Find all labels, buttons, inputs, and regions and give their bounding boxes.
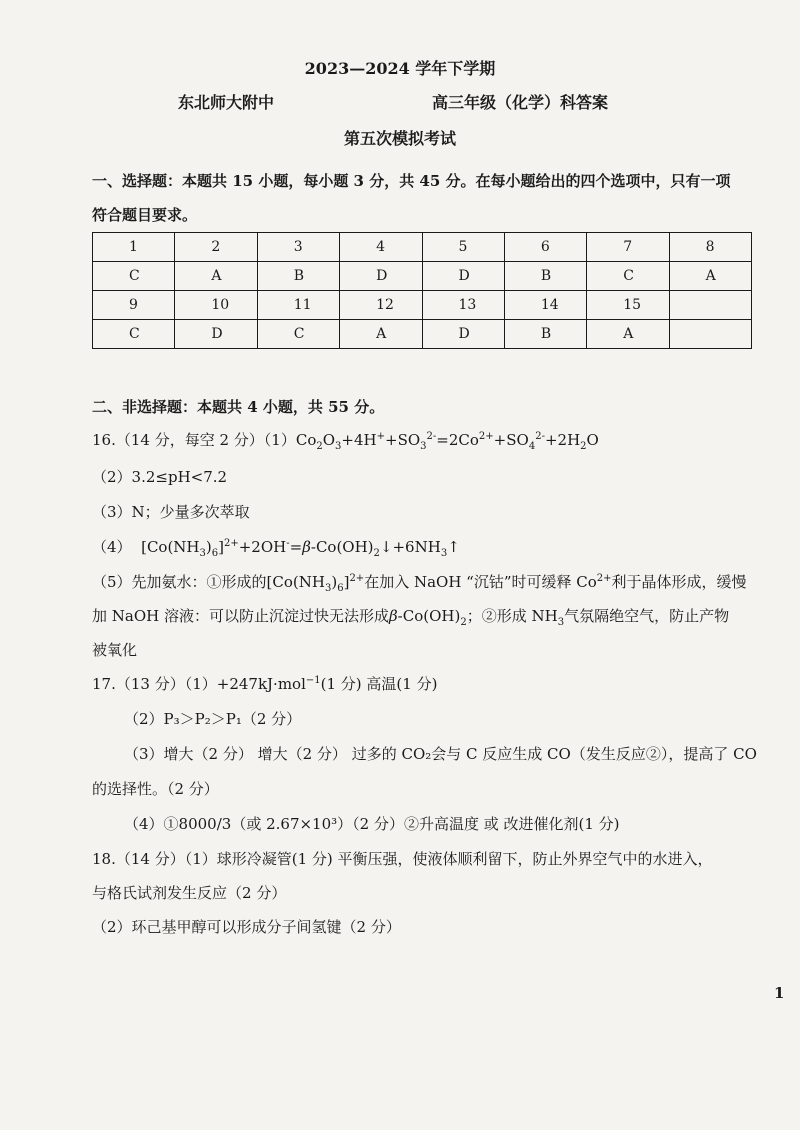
q16-equation: $Co_2O_3+4H^++SO_3^{2-}=2Co^{2+}+SO_4^{2-}+2H_2O$ — [295, 431, 599, 452]
table-cell: C — [93, 262, 175, 291]
table-row — [93, 320, 752, 349]
q17-part3-line2: 的选择性。（2 分） — [92, 780, 219, 798]
table-cell: C — [587, 262, 669, 291]
school-name: 东北师大附中 — [178, 93, 275, 112]
course-title: 高三年级（化学）科答案 — [432, 93, 609, 112]
q18-line2: 与格氏试剂发生反应（2 分） — [92, 884, 287, 902]
table-row — [93, 262, 752, 291]
q18-part2: （2）环己基甲醇可以形成分子间氢键（2 分） — [92, 918, 401, 936]
q16-part5-line2: 加 NaOH 溶液：可以防止沉淀过快无法形成$\beta-Co(OH)_2$；②形成 $NH_3$气氛隔绝空气，防止产物 — [92, 607, 730, 628]
table-row — [93, 233, 752, 262]
table-cell: A — [669, 262, 751, 291]
table-cell: D — [422, 262, 504, 291]
table-cell: C — [257, 320, 339, 349]
q16-part4-equation: $[Co(NH_3)_6]^{2+}+2OH^-=\beta-Co(OH)_2↓+6NH_3↑$ — [141, 538, 460, 559]
table-cell: D — [175, 320, 257, 349]
table-cell: 6 — [504, 233, 586, 262]
table-cell: 1 — [93, 233, 175, 262]
table-cell — [669, 320, 751, 349]
q16-part4: （4） $[Co(NH_3)_6]^{2+}+2OH^-=\beta-Co(OH)_2↓+6NH_3↑$ — [92, 538, 460, 559]
table-cell: 14 — [504, 291, 586, 320]
table-cell: 13 — [422, 291, 504, 320]
table-cell: B — [504, 320, 586, 349]
table-cell: D — [340, 262, 422, 291]
q16-part5-line3: 被氧化 — [92, 641, 138, 659]
table-cell: A — [587, 320, 669, 349]
table-cell: 7 — [587, 233, 669, 262]
q16-part5-line1: （5）先加氨水：①形成的$[Co(NH_3)_6]^{2+}$在加入 NaOH “沉钴”时可缓释 $Co^{2+}$利于晶体形成，缓慢 — [92, 573, 747, 594]
q17-part4: （4）①8000/3（或 2.67×10³）（2 分）②升高温度 或 改进催化剂(1 分) — [124, 815, 620, 833]
table-cell: D — [422, 320, 504, 349]
table-cell: 5 — [422, 233, 504, 262]
table-cell: 12 — [340, 291, 422, 320]
table-cell: A — [175, 262, 257, 291]
q17-line1: 17.（13 分）（1）+247kJ·mol$^{-1}$(1 分) 高温(1 分) — [92, 675, 438, 693]
q17-part3-line1: （3）增大（2 分） 增大（2 分） 过多的 CO₂会与 C 反应生成 CO（发生反应②），提高了 CO — [124, 745, 757, 763]
table-cell: 9 — [93, 291, 175, 320]
q17-part2: （2）P₃＞P₂＞P₁（2 分） — [124, 710, 302, 728]
table-cell: 4 — [340, 233, 422, 262]
table-cell: C — [93, 320, 175, 349]
table-cell: 15 — [587, 291, 669, 320]
table-cell: B — [257, 262, 339, 291]
table-cell: B — [504, 262, 586, 291]
section2-heading: 二、非选择题：本题共 4 小题，共 55 分。 — [92, 398, 385, 416]
q18-line1: 18.（14 分）（1）球形冷凝管(1 分) 平衡压强，使液体顺利留下，防止外界空气中的水进入， — [92, 850, 713, 868]
section1-heading-line1: 一、选择题：本题共 15 小题，每小题 3 分，共 45 分。在每小题给出的四个选项中，只有一项 — [92, 172, 731, 190]
table-cell: 2 — [175, 233, 257, 262]
section1-heading-line2: 符合题目要求。 — [92, 206, 198, 224]
exam-title: 第五次模拟考试 — [343, 129, 456, 148]
table-row — [93, 291, 752, 320]
table-cell: 8 — [669, 233, 751, 262]
table-cell: 3 — [257, 233, 339, 262]
page-number: 1 — [774, 984, 785, 1002]
q16-part3: （3）N；少量多次萃取 — [92, 503, 250, 521]
table-cell — [669, 291, 751, 320]
q16-part2: （2）3.2≤pH<7.2 — [92, 468, 228, 486]
table-cell: 11 — [257, 291, 339, 320]
answer-table — [92, 232, 752, 349]
q16-label: 16.（14 分，每空 2 分）（1） — [92, 431, 296, 449]
table-cell: A — [340, 320, 422, 349]
table-cell: 10 — [175, 291, 257, 320]
q16-line1 — [92, 431, 599, 452]
year-title: 2023—2024 学年下学期 — [304, 59, 496, 78]
